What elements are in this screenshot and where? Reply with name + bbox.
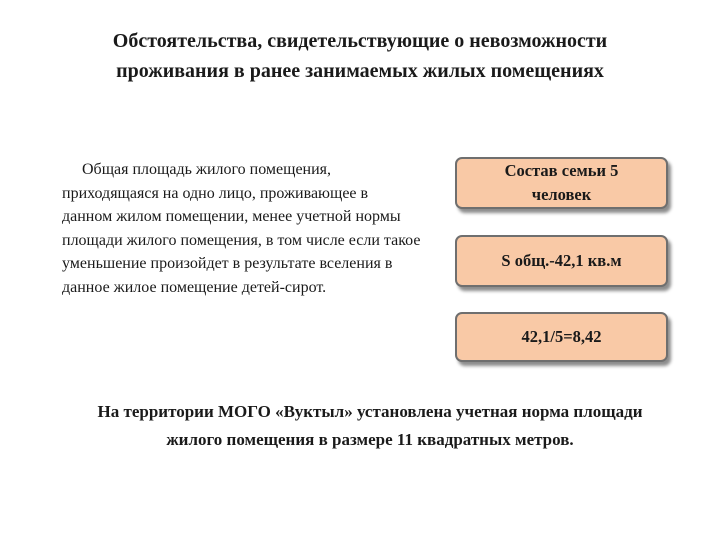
family-composition-text: Состав семьи 5 человек (504, 161, 619, 204)
body-paragraph (62, 158, 422, 300)
body-paragraph-text: Общая площадь жилого помещения, приходящаяся на одно лицо, проживающее в данном жилом помещении, менее учетной нормы площади жилого помещения, в том числе если такое уменьшение произойдет в результате вселения в данное жилое помещение детей-сирот. (62, 161, 421, 296)
total-area-text: S общ.-42,1 кв.м (501, 251, 622, 270)
area-per-person-box (455, 312, 668, 362)
total-area-box (455, 235, 668, 287)
slide-title: Обстоятельства, свидетельствующие о невозможности проживания в ранее занимаемых жилых помещениях (112, 30, 608, 82)
area-per-person-text: 42,1/5=8,42 (521, 327, 602, 346)
family-composition-box (455, 157, 668, 209)
footer-norm-text: На территории МОГО «Вуктыл» установлена учетная норма площади жилого помещения в размере 11 квадратных метров. (97, 402, 643, 449)
